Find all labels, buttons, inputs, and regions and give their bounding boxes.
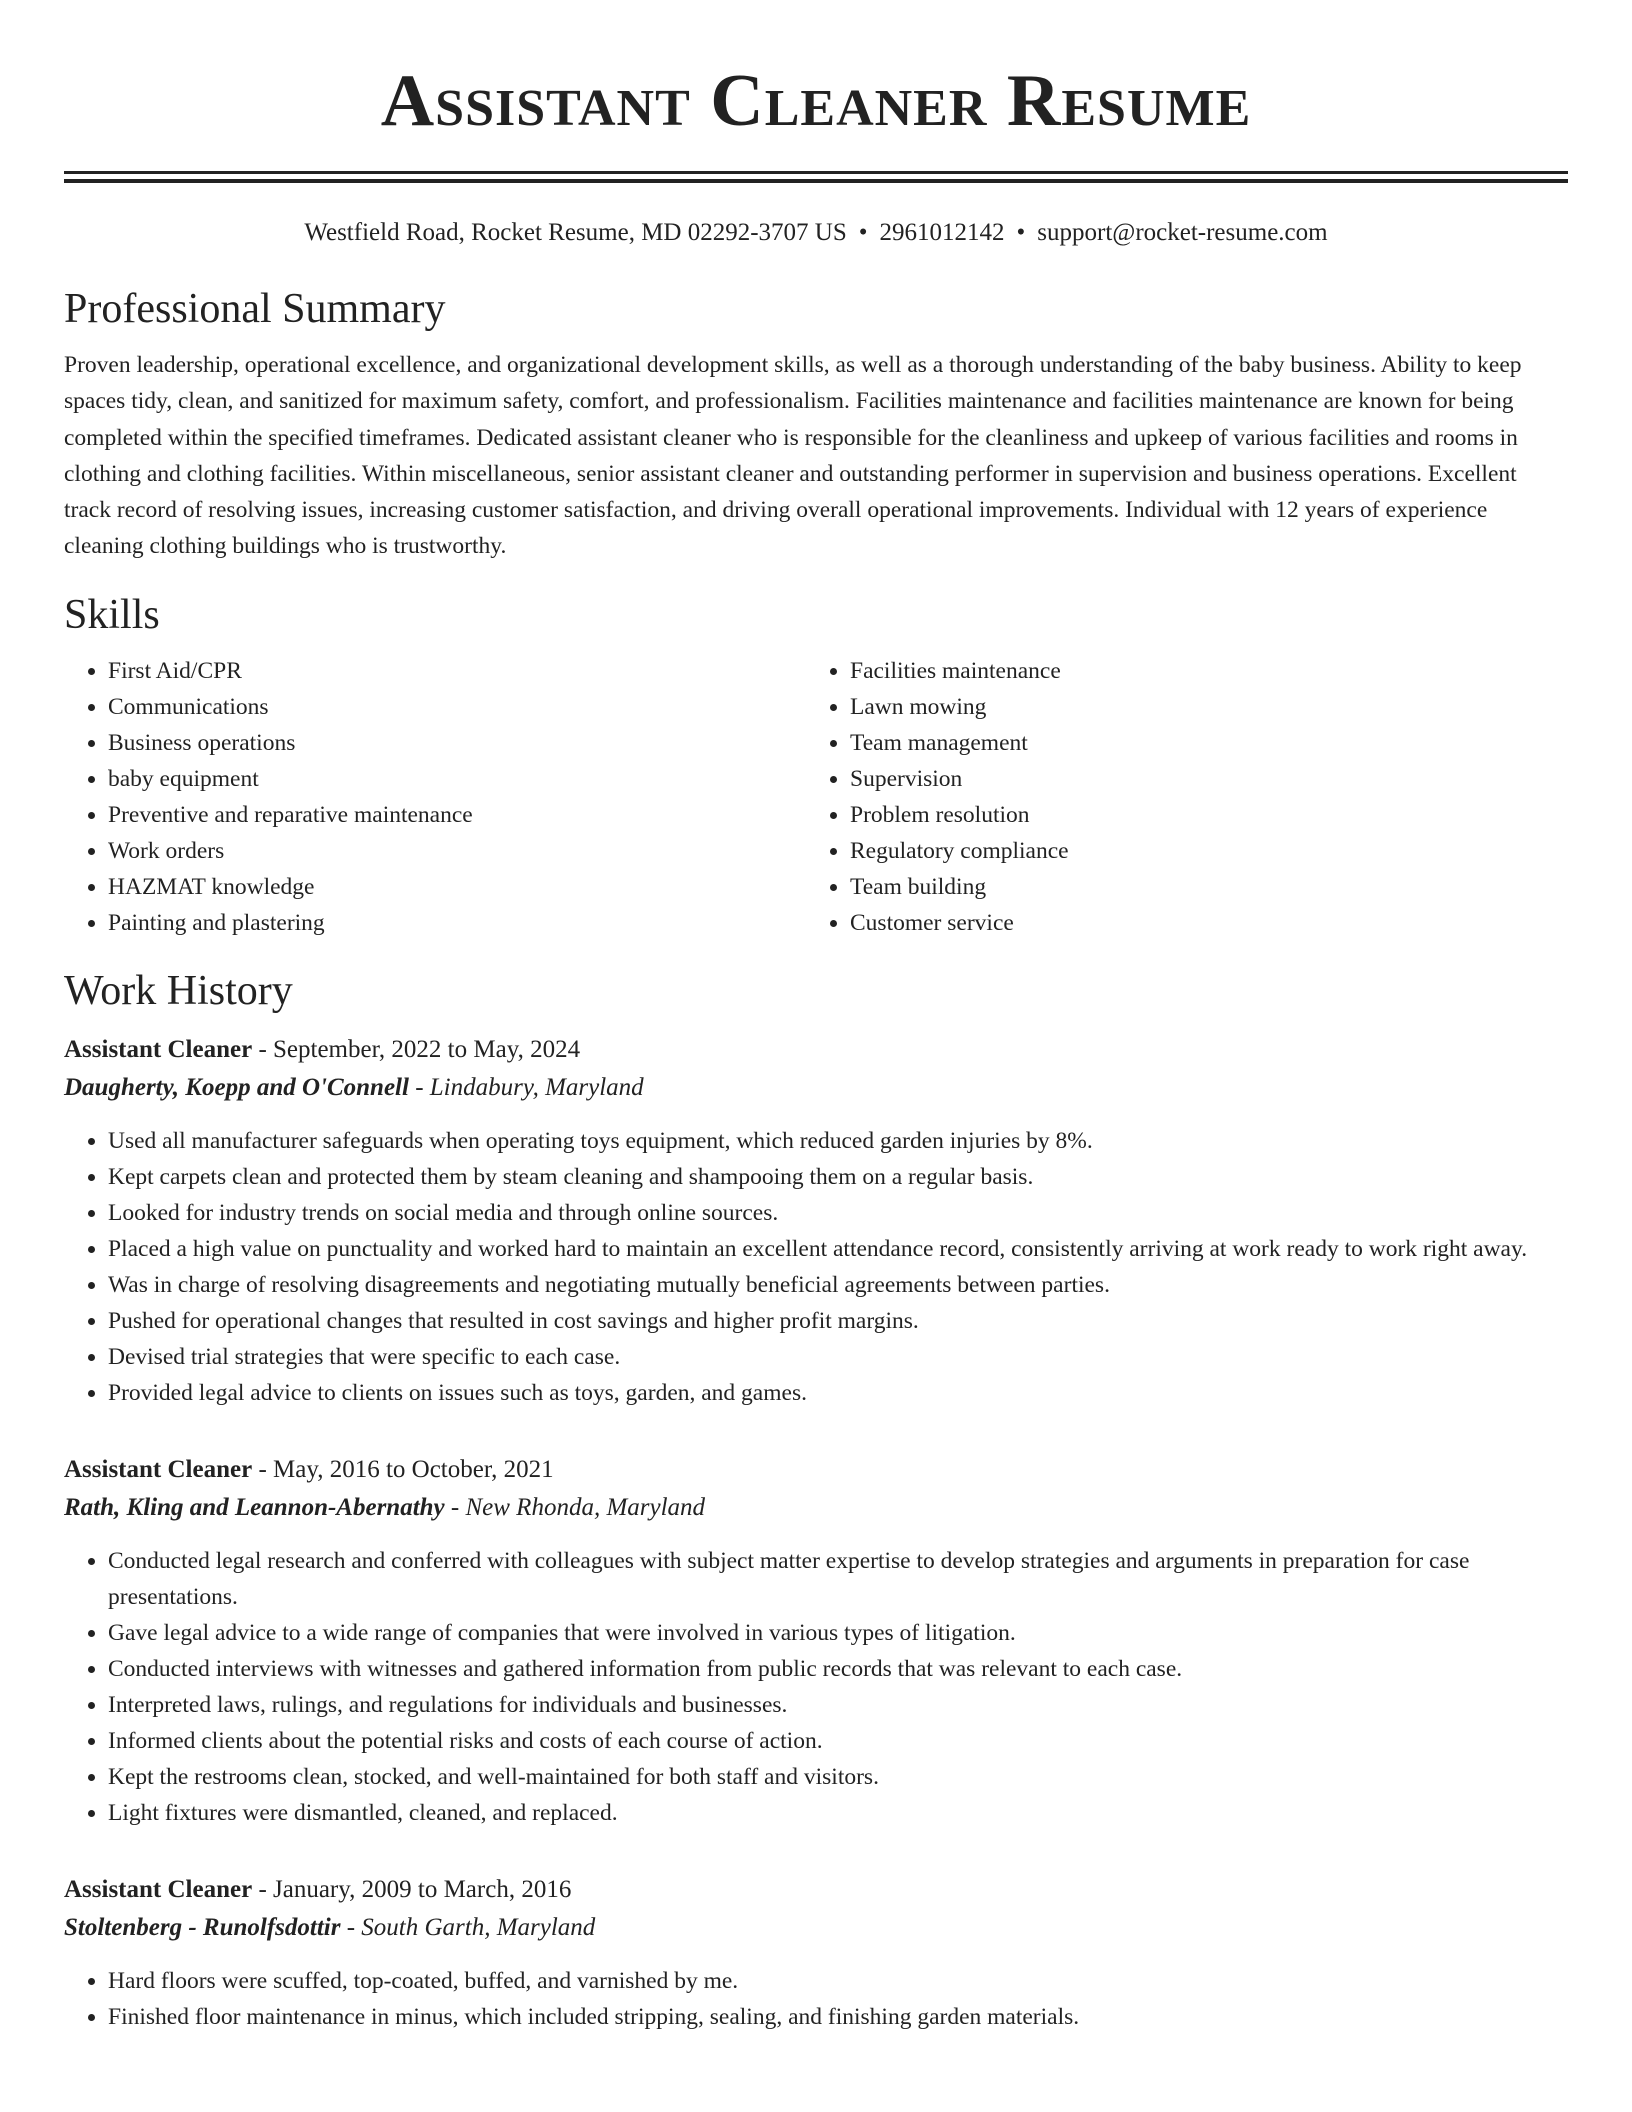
job-duty: • Placed a high value on punctuality and worked hard to maintain an excellent attendance record, consistently arriving at work ready to work right away. <box>108 1231 1568 1267</box>
job-dates: - January, 2009 to March, 2016 <box>252 1875 572 1903</box>
job-duty: • Conducted legal research and conferred with colleagues with subject matter expertise to develop strategies and arguments in preparation for case presentations. <box>108 1543 1568 1615</box>
resume-title: Assistant Cleaner Resume <box>380 60 1252 142</box>
skills-list-right <box>806 653 1548 941</box>
job-duty: • Interpreted laws, rulings, and regulations for individuals and businesses. <box>108 1687 1568 1723</box>
skill-item: • Work orders <box>108 833 806 869</box>
job-duty: • Hard floors were scuffed, top-coated, buffed, and varnished by me. <box>108 1963 1568 1999</box>
skill-item: • Communications <box>108 689 806 725</box>
summary-heading: Professional Summary <box>64 286 446 332</box>
job-company: Stoltenberg - Runolfsdottir <box>64 1913 341 1941</box>
job-duty: • Kept the restrooms clean, stocked, and well-maintained for both staff and visitors. <box>108 1759 1568 1795</box>
resume-page <box>64 0 1568 2035</box>
job-company: Daugherty, Koepp and O'Connell <box>64 1073 409 1101</box>
job-duty: • Light fixtures were dismantled, cleaned, and replaced. <box>108 1795 1568 1831</box>
job-company-line <box>64 1909 1568 1947</box>
job-duty: • Was in charge of resolving disagreements and negotiating mutually beneficial agreements between parties. <box>108 1267 1568 1303</box>
job-company-line <box>64 1069 1568 1107</box>
job-location: - Lindabury, Maryland <box>408 1073 644 1101</box>
job-duty: • Used all manufacturer safeguards when operating toys equipment, which reduced garden injuries by 8%. <box>108 1123 1568 1159</box>
job-duties <box>64 1963 1568 2035</box>
skill-item: • Lawn mowing <box>850 689 1548 725</box>
job-role: Assistant Cleaner <box>64 1455 253 1483</box>
job-role: Assistant Cleaner <box>64 1035 253 1063</box>
job-entry <box>64 1031 1568 1411</box>
skill-item: • First Aid/CPR <box>108 653 806 689</box>
skill-item: • Preventive and reparative maintenance <box>108 797 806 833</box>
contact-email: support@rocket-resume.com <box>1037 219 1328 246</box>
job-duty: • Conducted interviews with witnesses and gathered information from public records that was relevant to each case. <box>108 1651 1568 1687</box>
job-duty: • Gave legal advice to a wide range of companies that were involved in various types of litigation. <box>108 1615 1568 1651</box>
job-duty: • Looked for industry trends on social media and through online sources. <box>108 1195 1568 1231</box>
job-entry <box>64 1451 1568 1831</box>
job-duties <box>64 1543 1568 1831</box>
contact-address: Westfield Road, Rocket Resume, MD 02292-3707 US <box>304 219 847 246</box>
job-duty: • Informed clients about the potential risks and costs of each course of action. <box>108 1723 1568 1759</box>
job-title-line <box>64 1871 1568 1909</box>
skill-item: • HAZMAT knowledge <box>108 869 806 905</box>
contact-line <box>64 215 1568 251</box>
skill-item: • Customer service <box>850 905 1548 941</box>
job-duty: • Pushed for operational changes that resulted in cost savings and higher profit margins. <box>108 1303 1568 1339</box>
job-title-line <box>64 1451 1568 1489</box>
skills-columns <box>64 653 1568 941</box>
work-history-heading: Work History <box>64 967 293 1014</box>
job-location: - South Garth, Maryland <box>340 1913 596 1941</box>
job-company: Rath, Kling and Leannon-Abernathy <box>64 1493 445 1521</box>
job-entry <box>64 1871 1568 2035</box>
skill-item: • baby equipment <box>108 761 806 797</box>
skill-item: • Business operations <box>108 725 806 761</box>
skill-item: • Supervision <box>850 761 1548 797</box>
job-duty: • Devised trial strategies that were specific to each case. <box>108 1339 1568 1375</box>
skill-item: • Regulatory compliance <box>850 833 1548 869</box>
job-duties <box>64 1123 1568 1411</box>
job-title-line <box>64 1031 1568 1069</box>
job-dates: - September, 2022 to May, 2024 <box>252 1035 581 1063</box>
contact-phone: 2961012142 <box>879 219 1005 246</box>
skills-list-left <box>64 653 806 941</box>
skill-item: • Painting and plastering <box>108 905 806 941</box>
job-location: - New Rhonda, Maryland <box>444 1493 706 1521</box>
job-company-line <box>64 1489 1568 1527</box>
skill-item: • Problem resolution <box>850 797 1548 833</box>
job-duty: • Provided legal advice to clients on issues such as toys, garden, and games. <box>108 1375 1568 1411</box>
job-dates: - May, 2016 to October, 2021 <box>252 1455 554 1483</box>
skill-item: • Team building <box>850 869 1548 905</box>
job-duty: • Finished floor maintenance in minus, which included stripping, sealing, and finishing garden materials. <box>108 1999 1568 2035</box>
contact-separator: • <box>858 219 868 246</box>
job-role: Assistant Cleaner <box>64 1875 253 1903</box>
skills-heading: Skills <box>64 591 160 638</box>
summary-text: Proven leadership, operational excellence, and organizational development skills, as well as a thorough understanding of the baby business. Ability to keep spaces tidy, clean, and sanitized for maximum safety, comfort, and professionalism. Facilities maintenance and facilities maintenance are known for being completed within the specified timeframes. Dedicated assistant cleaner who is responsible for the cleanliness and upkeep of various facilities and rooms in clothing and clothing facilities. Within miscellaneous, senior assistant cleaner and outstanding performer in supervision and business operations. Excellent track record of resolving issues, increasing customer satisfaction, and driving overall operational improvements. Individual with 12 years of experience cleaning clothing buildings who is trustworthy. <box>64 352 1522 560</box>
skill-item: • Facilities maintenance <box>850 653 1548 689</box>
contact-separator: • <box>1016 219 1026 246</box>
title-divider <box>64 171 1568 183</box>
skill-item: • Team management <box>850 725 1548 761</box>
job-duty: • Kept carpets clean and protected them by steam cleaning and shampooing them on a regular basis. <box>108 1159 1568 1195</box>
